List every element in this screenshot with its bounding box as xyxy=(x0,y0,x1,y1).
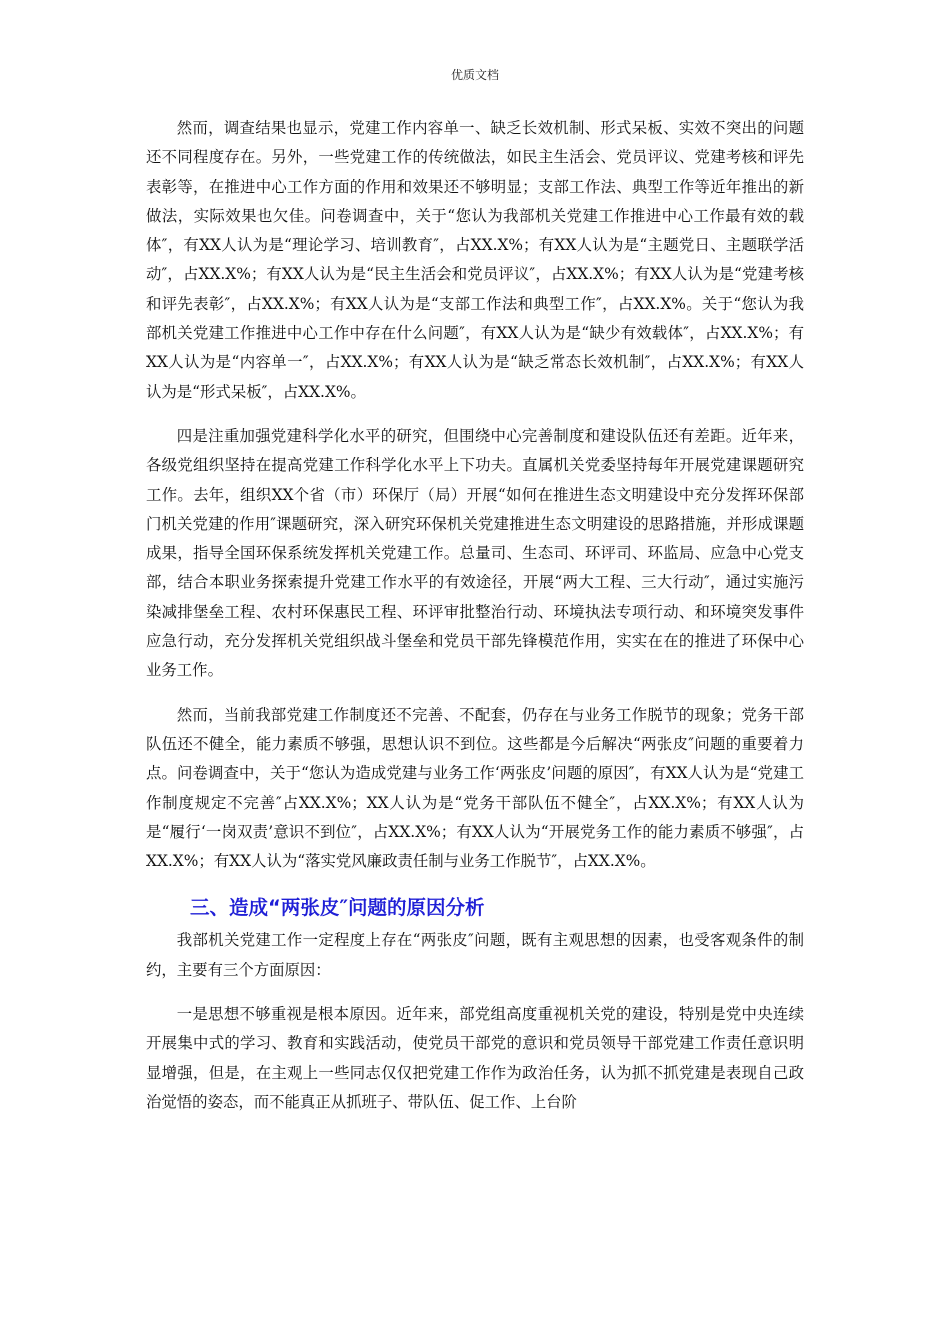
document-body xyxy=(146,114,804,1117)
paragraph-section-intro: 我部机关党建工作一定程度上存在“两张皮″问题，既有主观思想的因素，也受客观条件的制约，主要有三个方面原因： xyxy=(146,931,804,979)
section-heading: 三、造成“两张皮″问题的原因分析 xyxy=(190,896,485,920)
page-header: 优质文档 xyxy=(450,68,499,82)
paragraph-survey-results: 然而，调查结果也显示，党建工作内容单一、缺乏长效机制、形式呆板、实效不突出的问题还不同程度存在。另外，一些党建工作的传统做法，如民主生活会、党员评议、党建考核和评先表彰等，在推进中心工作方面的作用和效果还不够明显；支部工作法、典型工作等近年推出的新做法，实际效果也欠佳。问卷调查中，关于“您认为我部机关党建工作推进中心工作最有效的载体″，有XX人认为是“理论学习、培训教育″，占XX.X%；有XX人认为是“主题党日、主题联学活动″，占XX.X%；有XX人认为是“民主生活会和党员评议″，占XX.X%；有XX人认为是“党建考核和评先表彰″，占XX.X%；有XX人认为是“支部工作法和典型工作″，占XX.X%。关于“您认为我部机关党建工作推进中心工作中存在什么问题″，有XX人认为是“缺少有效载体″，占XX.X%；有XX人认为是“内容单一″，占XX.X%；有XX人认为是“缺乏常态长效机制″，占XX.X%；有XX人认为是“形式呆板″，占XX.X%。 xyxy=(146,119,804,401)
paragraph-system-gaps: 然而，当前我部党建工作制度还不完善、不配套，仍存在与业务工作脱节的现象；党务干部队伍还不健全，能力素质不够强，思想认识不到位。这些都是今后解决“两张皮″问题的重要着力点。问卷调查中，关于“您认为造成党建与业务工作‘两张皮’问题的原因″，有XX人认为是“党建工作制度规定不完善″占XX.X%；XX人认为是“党务干部队伍不健全″，占XX.X%；有XX人认为是“履行‘一岗双责’意识不到位″，占XX.X%；有XX人认为“开展党务工作的能力素质不够强″，占XX.X%；有XX人认为“落实党风廉政责任制与业务工作脱节″，占XX.X%。 xyxy=(146,705,804,871)
paragraph-point-four: 四是注重加强党建科学化水平的研究，但围绕中心完善制度和建设队伍还有差距。近年来，各级党组织坚持在提高党建工作科学化水平上下功夫。直属机关党委坚持每年开展党建课题研究工作。去年，组织XX个省（市）环保厅（局）开展“如何在推进生态文明建设中充分发挥环保部门机关党建的作用″课题研究，深入研究环保机关党建推进生态文明建设的思路措施，并形成课题成果，指导全国环保系统发挥机关党建工作。总量司、生态司、环评司、环监局、应急中心党支部，结合本职业务探索提升党建工作水平的有效途径，开展“两大工程、三大行动″，通过实施污染减排堡垒工程、农村环保惠民工程、环评审批整治行动、环境执法专项行动、和环境突发事件应急行动，充分发挥机关党组织战斗堡垒和党员干部先锋模范作用，实实在在的推进了环保中心业务工作。 xyxy=(146,426,804,680)
paragraph-root-cause: 一是思想不够重视是根本原因。近年来，部党组高度重视机关党的建设，特别是党中央连续开展集中式的学习、教育和实践活动，使党员干部党的意识和党员领导干部党建工作责任意识明显增强，但是，在主观上一些同志仅仅把党建工作作为政治任务，认为抓不抓党建是表现自己政治觉悟的姿态，而不能真正从抓班子、带队伍、促工作、上台阶 xyxy=(146,1005,804,1111)
